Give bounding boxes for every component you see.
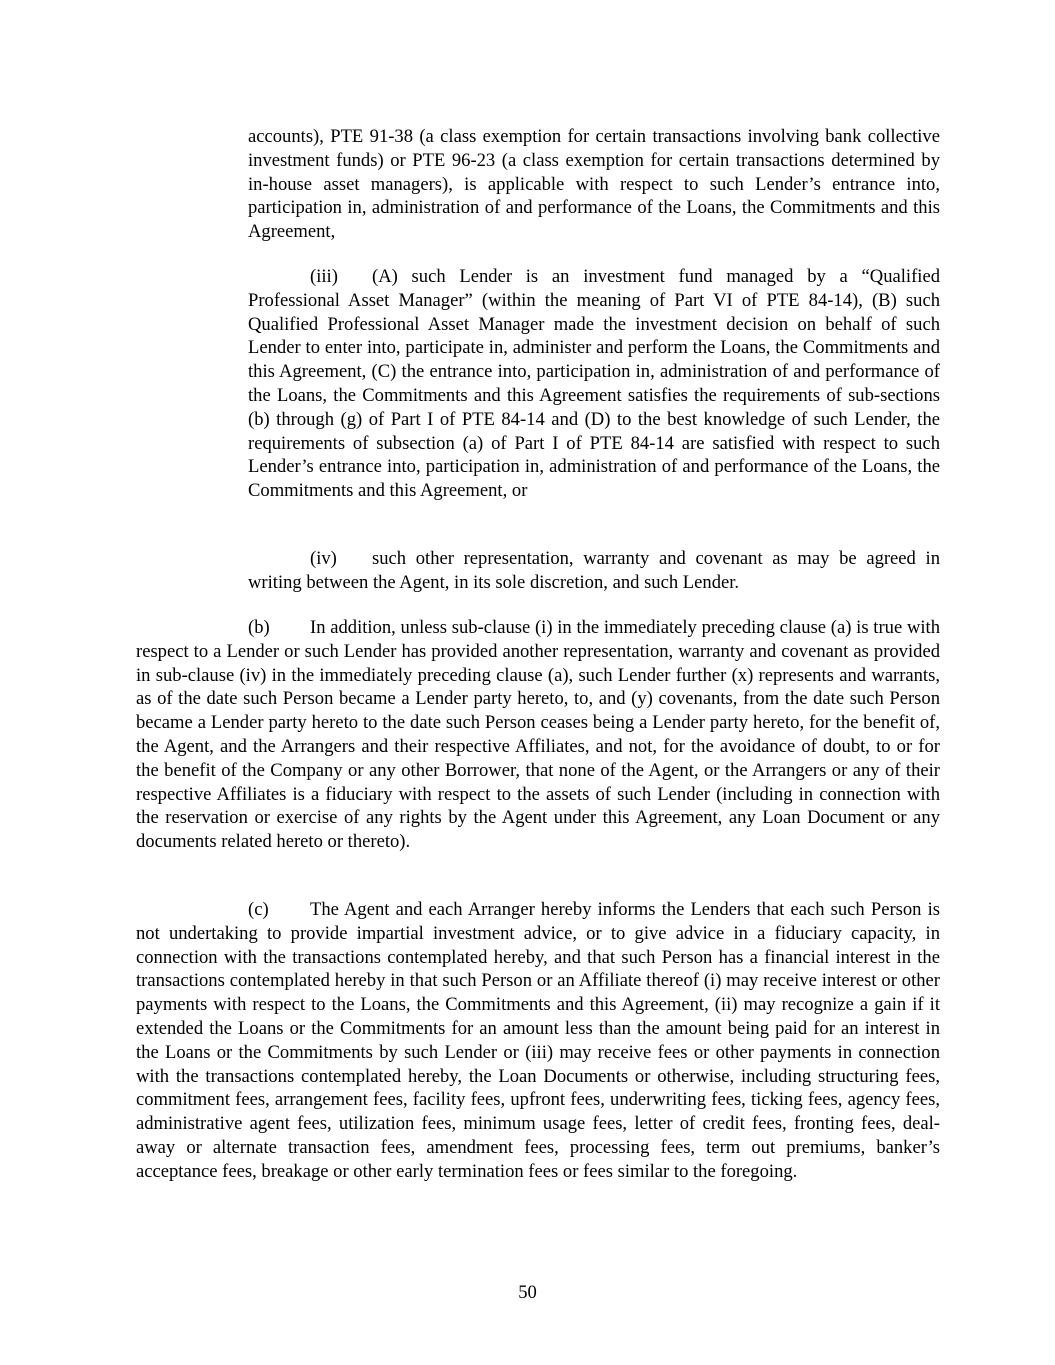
clause-label: (iv) — [310, 548, 337, 569]
clause-label: (c) — [248, 899, 269, 920]
paragraph-accounts-continuation — [248, 125, 940, 244]
paragraph-text: The Agent and each Arranger hereby informs the Lenders that each such Person is not undertaking to provide impartial investment advice, or to give advice in a fiduciary capacity, in connection with the transactions contemplated hereby, and that such Person has a financial interest in the transactions contemplated hereby in that such Person or an Affiliate thereof (i) may receive interest or other payments with respect to the Loans, the Commitments and this Agreement, (ii) may recognize a gain if it extended the Loans or the Commitments for an amount less than the amount being paid for an interest in the Loans or the Commitments by such Lender or (iii) may receive fees or other payments in connection with the transactions contemplated hereby, the Loan Documents or otherwise, including structuring fees, commitment fees, arrangement fees, facility fees, upfront fees, underwriting fees, ticking fees, agency fees, administrative agent fees, utilization fees, minimum usage fees, letter of credit fees, fronting fees, deal-away or alternate transaction fees, amendment fees, processing fees, term out premiums, banker’s acceptance fees, breakage or other early termination fees or fees similar to the foregoing. — [136, 899, 940, 1182]
paragraph-text: accounts), PTE 91-38 (a class exemption for certain transactions involving bank collective investment funds) or PTE 96-23 (a class exemption for certain transactions determined by in-house asset managers), is applicable with respect to such Lender’s entrance into, participation in, administration of and performance of the Loans, the Commitments and this Agreement, — [248, 126, 940, 243]
paragraph-clause-b — [136, 616, 940, 854]
paragraph-text: (A) such Lender is an investment fund managed by a “Qualified Professional Asset Manager” (within the meaning of Part VI of PTE 84-14), (B) such Qualified Professional Asset Manager made the investment decision on behalf of such Lender to enter into, participate in, administer and perform the Loans, the Commitments and this Agreement, (C) the entrance into, participation in, administration of and performance of the Loans, the Commitments and this Agreement satisfies the requirements of sub-sections (b) through (g) of Part I of PTE 84-14 and (D) to the best knowledge of such Lender, the requirements of subsection (a) of Part I of PTE 84-14 are satisfied with respect to such Lender’s entrance into, participation in, administration of and performance of the Loans, the Commitments and this Agreement, or — [248, 266, 940, 502]
page-number: 50 — [518, 1282, 537, 1303]
paragraph-clause-iii — [248, 265, 940, 503]
clause-label: (b) — [248, 617, 270, 638]
paragraph-text: In addition, unless sub-clause (i) in the immediately preceding clause (a) is true with respect to a Lender or such Lender has provided another representation, warranty and covenant as provided in sub-clause (iv) in the immediately preceding clause (a), such Lender further (x) represents and warrants, as of the date such Person became a Lender party hereto, to, and (y) covenants, from the date such Person became a Lender party hereto to the date such Person ceases being a Lender party hereto, for the benefit of, the Agent, and the Arrangers and their respective Affiliates, and not, for the avoidance of doubt, to or for the benefit of the Company or any other Borrower, that none of the Agent, or the Arrangers or any of their respective Affiliates is a fiduciary with respect to the assets of such Lender (including in connection with the reservation or exercise of any rights by the Agent under this Agreement, any Loan Document or any documents related hereto or thereto). — [136, 617, 940, 853]
clause-label: (iii) — [310, 266, 338, 287]
paragraph-clause-iv — [248, 547, 940, 595]
paragraph-text: such other representation, warranty and covenant as may be agreed in writing between the Agent, in its sole discretion, and such Lender. — [248, 548, 940, 593]
paragraph-clause-c — [136, 898, 940, 1184]
